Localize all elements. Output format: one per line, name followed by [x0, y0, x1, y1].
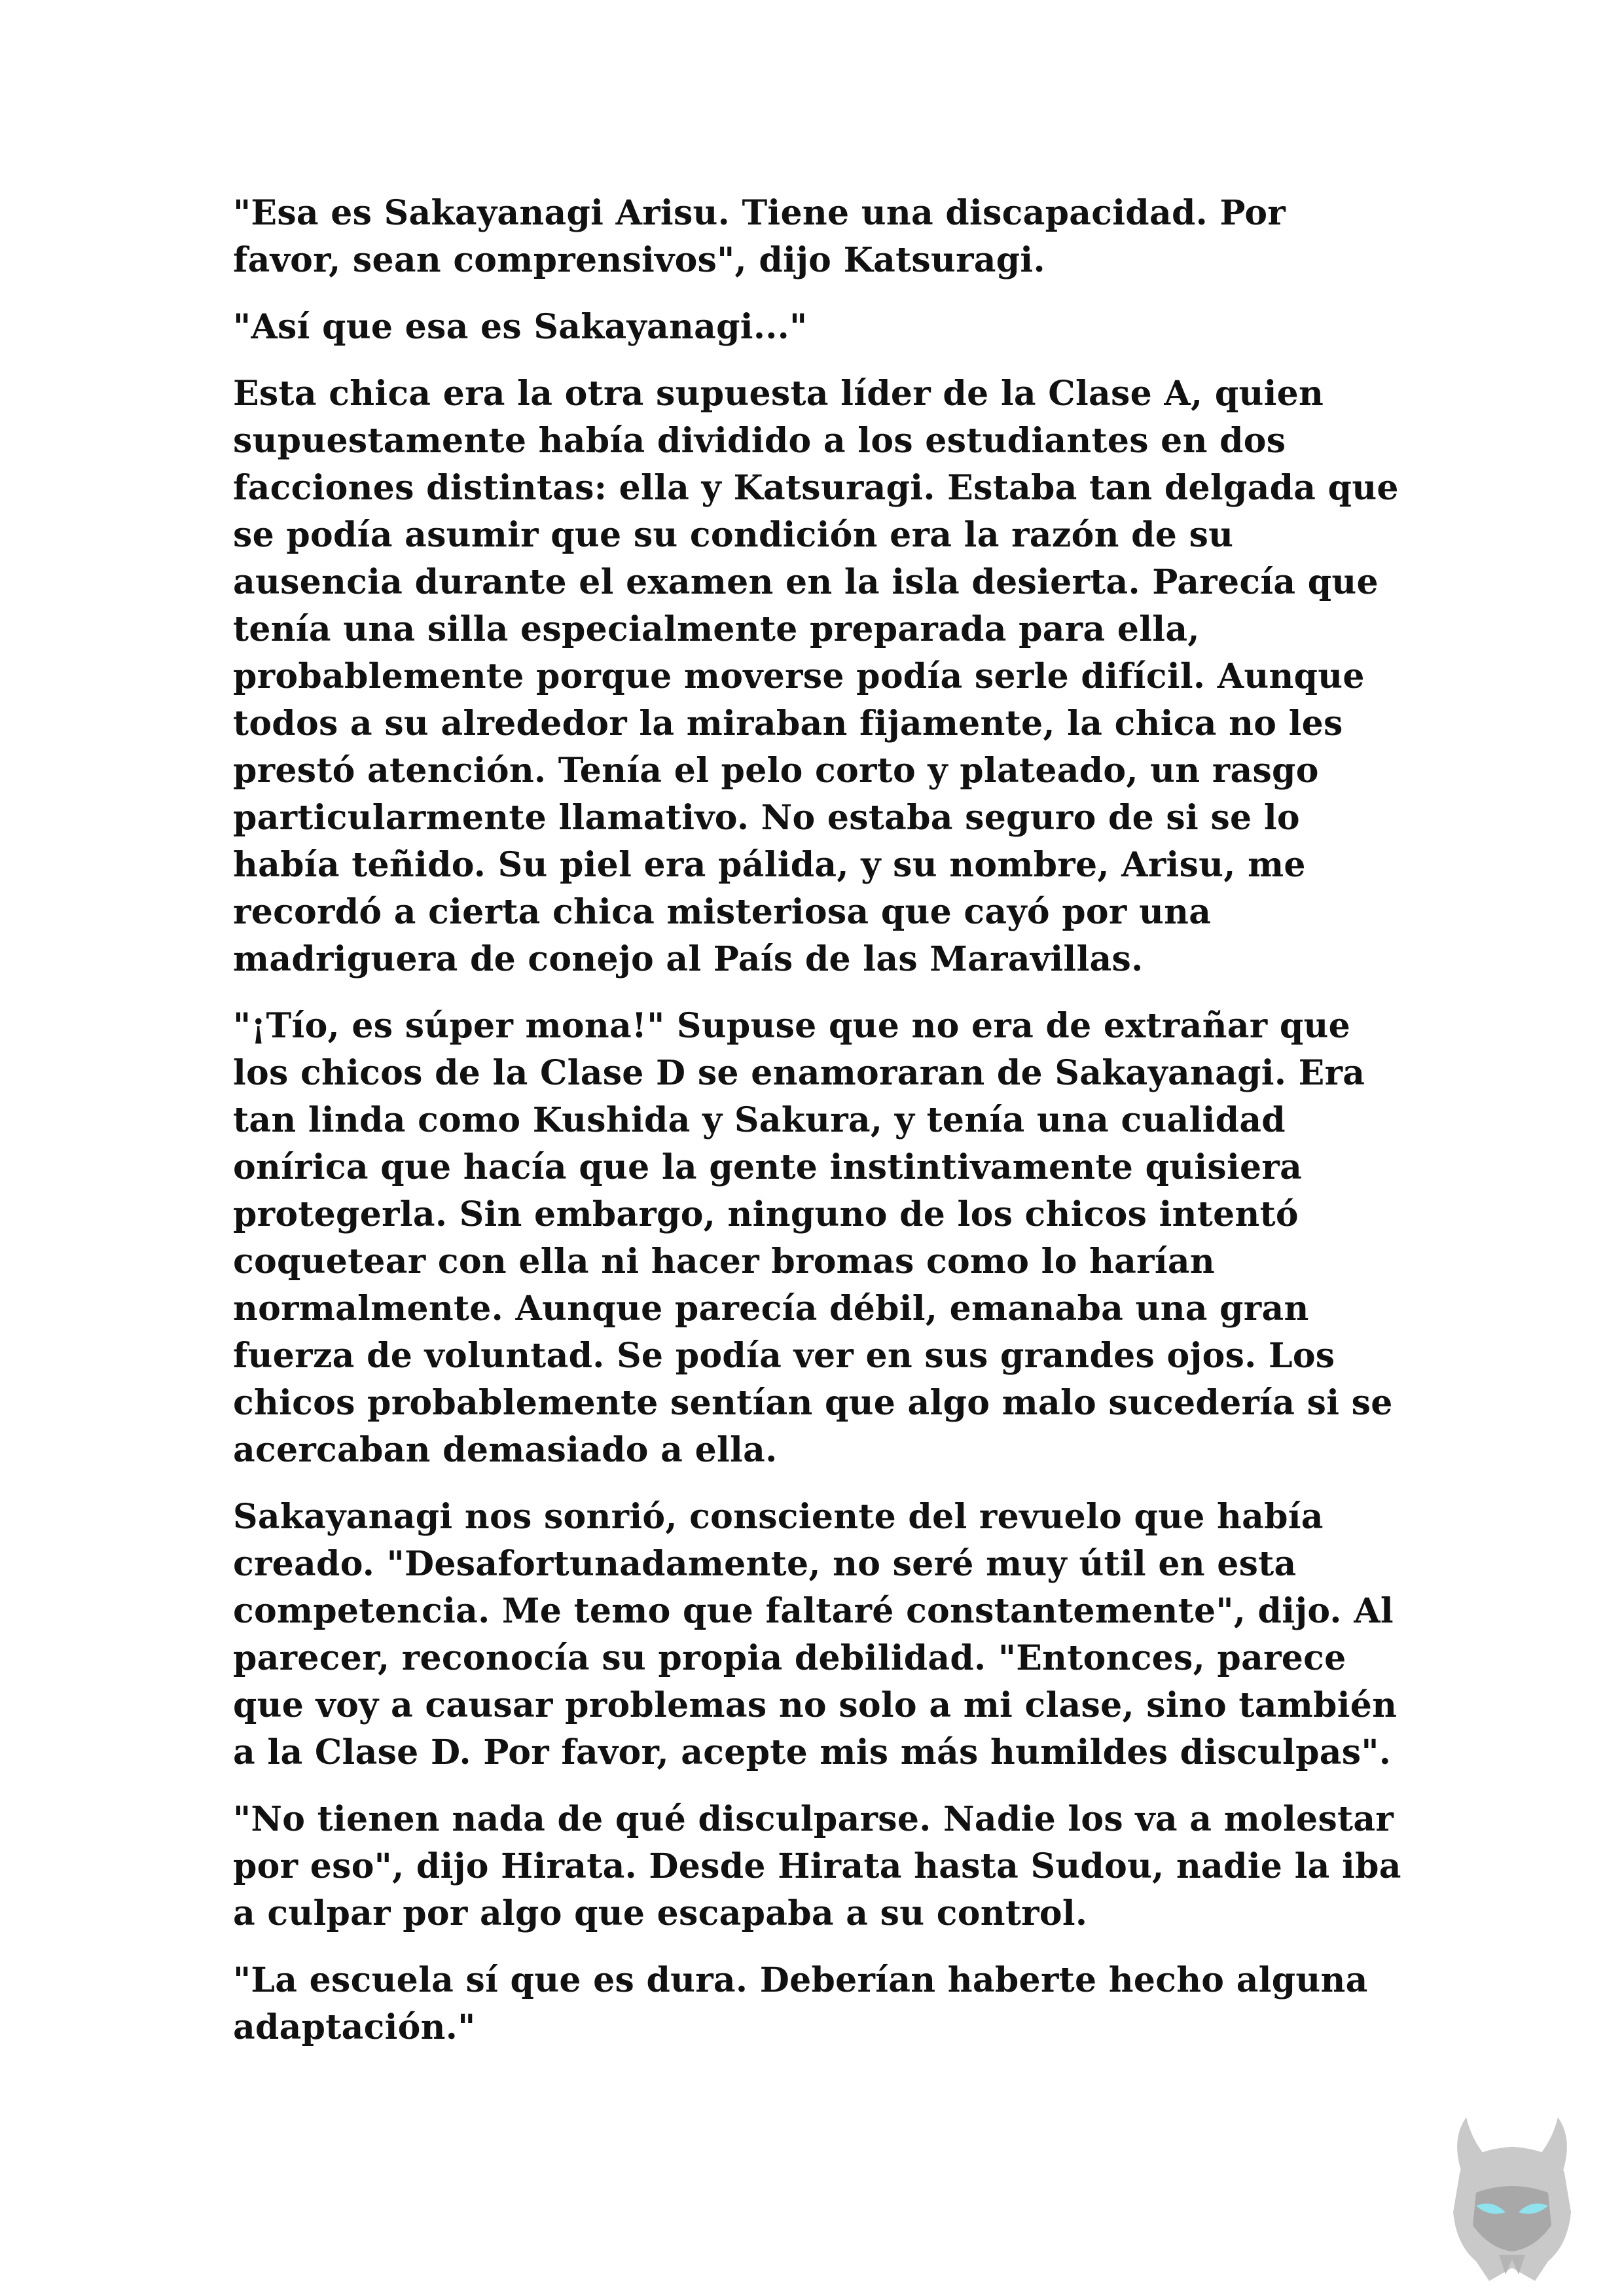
- paragraph-2: "Así que esa es Sakayanagi...": [233, 307, 808, 347]
- paragraph-4: "¡Tío, es súper mona!" Supuse que no era de extrañar que los chicos de la Clase D se enamoraran de Sakayanagi. Era tan linda como Kushida y Sakura, y tenía una cualidad onírica que hacía que la gente instintivamente quisiera protegerla. Sin embargo, ninguno de los chicos intentó coquetear con ella ni hacer bromas como lo harían normalmente. Aunque parecía débil, emanaba una gran fuerza de voluntad. Se podía ver en sus grandes ojos. Los chicos probablemente sentían que algo malo sucedería si se acercaban demasiado a ella.: [233, 1006, 1393, 1470]
- paragraph-5: Sakayanagi nos sonrió, consciente del revuelo que había creado. "Desafortunadamente, no seré muy útil en esta competencia. Me temo que faltaré constantemente", dijo. Al parecer, reconocía su propia debilidad. "Entonces, parece que voy a causar problemas no solo a mi clase, sino también a la Clase D. Por favor, acepte mis más humildes disculpas".: [233, 1497, 1398, 1772]
- paragraph-7: "La escuela sí que es dura. Deberían haberte hecho alguna adaptación.": [233, 1960, 1368, 2047]
- paragraph-3: Esta chica era la otra supuesta líder de la Clase A, quien supuestamente había dividido a los estudiantes en dos facciones distintas: ella y Katsuragi. Estaba tan delgada que se podía asumir que su condición era la razón de su ausencia durante el examen en la isla desierta. Parecía que tenía una silla especialmente preparada para ella, probablemente porque moverse podía serle difícil. Aunque todos a su alrededor la miraban fijamente, la chica no les prestó atención. Tenía el pelo corto y plateado, un rasgo particularmente llamativo. No estaba seguro de si se lo había teñido. Su piel era pálida, y su nombre, Arisu, me recordó a cierta chica misteriosa que cayó por una madriguera de conejo al País de las Maravillas.: [233, 374, 1399, 979]
- paragraph-1: "Esa es Sakayanagi Arisu. Tiene una discapacidad. Por favor, sean comprensivos", dijo Katsuragi.: [233, 193, 1286, 280]
- horned-demon-mask-icon: [1437, 2114, 1587, 2284]
- body-text: [233, 190, 1405, 2071]
- paragraph-6: "No tienen nada de qué disculparse. Nadie los va a molestar por eso", dijo Hirata. Desde Hirata hasta Sudou, nadie la iba a culpar por algo que escapaba a su control.: [233, 1799, 1401, 1933]
